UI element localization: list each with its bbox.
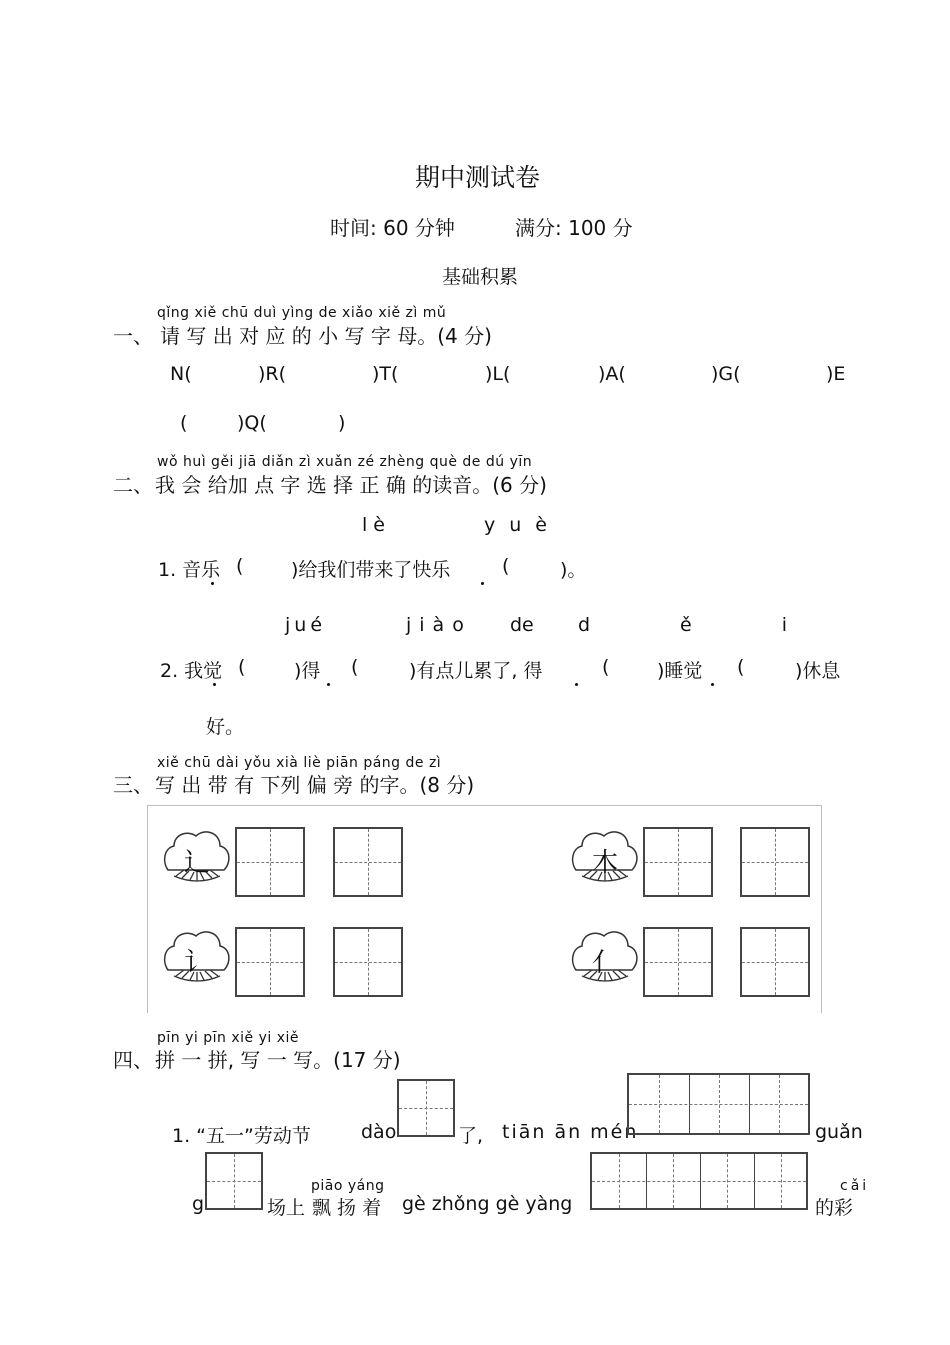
q2-s1-paren: ( — [236, 555, 244, 577]
radical-char: 亻 — [591, 948, 618, 978]
writing-grid-row[interactable] — [627, 1073, 810, 1135]
q3-pinyin: xiě chū dài yǒu xià liè piān páng de zì — [157, 755, 442, 771]
q2-s2-pinyin: jué — [285, 614, 327, 636]
q2-s1-paren: ( — [502, 555, 510, 577]
q2-s2-pinyin: děi — [578, 614, 878, 636]
q4-l1-pinyin: tiān ān mén — [502, 1121, 639, 1143]
writing-grid[interactable] — [235, 827, 305, 897]
q2-s2-text: )睡觉 — [657, 660, 703, 682]
q2-s2-end: 好。 — [206, 716, 245, 738]
q2-s2-text: 2. 我觉 — [160, 660, 223, 682]
q1-letter: )L( — [485, 363, 511, 385]
q1-letter: ) — [338, 412, 346, 434]
q1-letter: )Q( — [237, 412, 267, 434]
page-title: 期中测试卷 — [415, 163, 541, 192]
q4-l1-pinyin: guǎn — [815, 1121, 863, 1143]
q3-prompt: 写 出 带 有 下列 偏 旁 的字。(8 分) — [155, 773, 475, 797]
q4-l1-pinyin: dào — [361, 1121, 397, 1143]
q2-s1-text: )给我们带来了快乐 — [291, 559, 451, 581]
q4-l2-pinyin: cǎi — [840, 1178, 870, 1194]
writing-grid[interactable] — [740, 827, 810, 897]
q4-l1-text: 1. “五一”劳动节 — [172, 1125, 311, 1147]
q2-s1-pinyin: yuè — [484, 514, 561, 536]
emphasis-dot — [575, 683, 578, 686]
q1-letter: N( — [170, 363, 192, 385]
q4-number: 四、 — [113, 1048, 153, 1072]
q4-l2-pinyin: gè zhǒng gè yàng — [402, 1193, 573, 1215]
q4-l2-text: 场上 — [267, 1197, 306, 1219]
q2-s2-pinyin: de — [510, 614, 534, 636]
writing-grid[interactable] — [205, 1152, 263, 1210]
q2-pinyin: wǒ huì gěi jiā diǎn zì xuǎn zé zhèng què de dú yīn — [157, 454, 533, 470]
emphasis-dot — [711, 683, 714, 686]
writing-grid[interactable] — [643, 827, 713, 897]
q4-l2-text: 的彩 — [815, 1197, 854, 1219]
shell-radical — [162, 826, 232, 892]
q1-letter: )R( — [258, 363, 287, 385]
q1-letter: )A( — [598, 363, 626, 385]
q2-s2-paren: ( — [238, 656, 246, 678]
writing-grid[interactable] — [235, 927, 305, 997]
emphasis-dot — [211, 582, 214, 585]
writing-grid[interactable] — [397, 1079, 455, 1137]
radical-char: 讠 — [183, 948, 210, 978]
radical-char: 辶 — [183, 848, 210, 878]
writing-grid[interactable] — [333, 927, 403, 997]
score-info: 满分: 100 分 — [515, 216, 633, 240]
writing-grid[interactable] — [740, 927, 810, 997]
q2-number: 二、 — [113, 473, 153, 497]
shell-radical — [570, 926, 640, 992]
q2-s1-pinyin: lè — [362, 514, 391, 536]
q2-s2-paren: ( — [737, 656, 745, 678]
q2-s2-text: )得 — [294, 660, 321, 682]
q2-s2-pinyin: jiào — [406, 614, 472, 636]
q4-l2-text: 飘 扬 着 — [312, 1197, 382, 1219]
radical-char: 木 — [591, 848, 618, 878]
q1-pinyin: qǐng xiě chū duì yìng de xiǎo xiě zì mǔ — [157, 305, 447, 321]
q1-letter: ( — [180, 412, 188, 434]
writing-grid[interactable] — [333, 827, 403, 897]
emphasis-dot — [213, 683, 216, 686]
time-info: 时间: 60 分钟 — [330, 216, 455, 240]
writing-grid[interactable] — [643, 927, 713, 997]
emphasis-dot — [481, 582, 484, 585]
q4-pinyin: pīn yi pīn xiě yi xiě — [157, 1030, 299, 1046]
shell-radical — [162, 926, 232, 992]
q4-l1-text: 了, — [458, 1125, 484, 1147]
q1-letter: )E — [826, 363, 846, 385]
q2-prompt: 我 会 给加 点 字 选 择 正 确 的读音。(6 分) — [155, 473, 547, 497]
q2-s2-paren: ( — [602, 656, 610, 678]
q4-l2-pinyin: piāo yáng — [311, 1178, 385, 1194]
shell-radical — [570, 826, 640, 892]
q1-letter: )T( — [372, 363, 399, 385]
q2-s1-text: )。 — [560, 559, 587, 581]
q1-prompt: 请 写 出 对 应 的 小 写 字 母。(4 分) — [160, 324, 492, 348]
q1-letter: )G( — [711, 363, 741, 385]
q2-s2-paren: ( — [351, 656, 359, 678]
q2-s2-text: )有点儿累了, 得 — [409, 660, 543, 682]
q1-number: 一、 — [113, 324, 153, 348]
q3-number: 三、 — [113, 773, 153, 797]
q2-s2-text: )休息 — [795, 660, 841, 682]
q4-l2-pinyin: g — [192, 1193, 205, 1215]
writing-grid-row[interactable] — [590, 1152, 808, 1210]
section-heading: 基础积累 — [442, 266, 519, 288]
emphasis-dot — [327, 683, 330, 686]
q4-prompt: 拼 一 拼, 写 一 写。(17 分) — [155, 1048, 401, 1072]
q2-s1-text: 1. 音乐 — [158, 559, 221, 581]
